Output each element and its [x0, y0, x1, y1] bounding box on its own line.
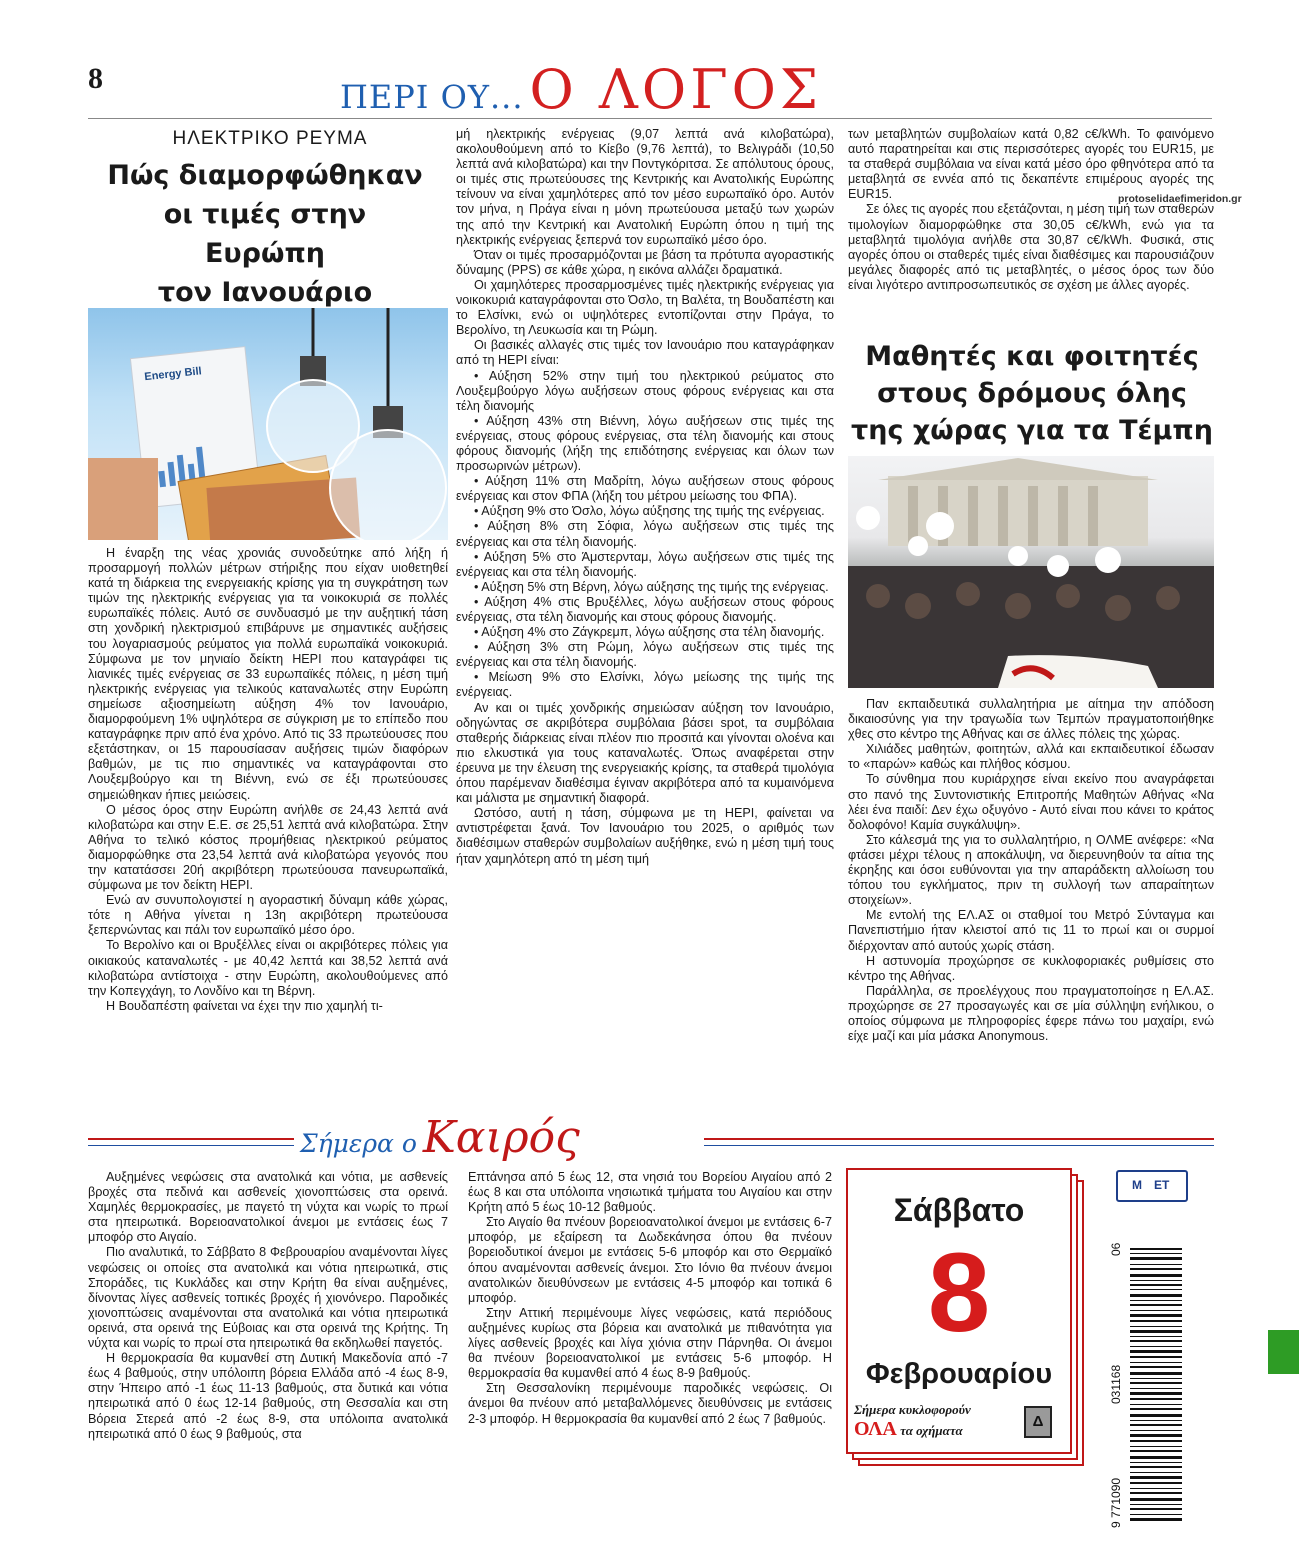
- calendar-day-number: 8: [927, 1230, 991, 1355]
- article2-title: [848, 338, 1216, 449]
- paragraph: Στο Αιγαίο θα πνέουν βορειοανατολικοί άνεμοι με εντάσεις 6-7 μποφόρ, με εξαίρεση τα Δωδεκάνησα όπου θα πνέουν βορειοδυτικοί άνεμοι με εντάσεις 5-6 μποφόρ και στο Θερμαϊκό όπου αναμένονται ασθενείς άνεμοι. Στο Ιόνιο θα πνέουν άνεμοι ανατολικών διευθύνσεων με εντάσεις 4-5 μποφόρ και τοπικά 6 μποφόρ.: [468, 1215, 832, 1305]
- bullet-item: • Αύξηση 8% στη Σόφια, λόγω αυξήσεων στις τιμές της ενέργειας και στα τέλη διανομής.: [456, 519, 834, 549]
- article1-column-3: [848, 127, 1214, 293]
- traffic-note: [854, 1402, 1022, 1441]
- barcode-digits-a: 9 771090: [1109, 1477, 1123, 1528]
- article1-title-line: Πώς διαμορφώθηκαν: [107, 160, 423, 191]
- watermark: protoselidaefimeridon.gr: [1118, 193, 1242, 205]
- bullet-item: • Μείωση 9% στο Ελσίνκι, λόγω μείωσης της τιμής της ενέργειας.: [456, 670, 834, 700]
- met-logo-right: ET: [1154, 1178, 1170, 1192]
- traffic-note-a: Σήμερα κυκλοφορούν: [854, 1402, 971, 1417]
- masthead-part-b: Ο ΛΟΓΟΣ: [529, 58, 823, 121]
- energy-bill-label: Energy Bill: [143, 365, 203, 384]
- weather-title: [300, 1112, 700, 1163]
- bullet-item: • Αύξηση 4% στο Ζάγκρεμπ, λόγω αύξησης στα τέλη διανομής.: [474, 625, 825, 640]
- paragraph: Στην Αττική περιμένουμε λίγες νεφώσεις, κατά περιόδους αυξημένες κυρίως στα βόρεια και ανατολικά με πιθανότητα για λίγες ασθενείς βροχές και λίγα χιόνια στην Πάρνηθα. Οι άνεμοι θα πνέουν βορειοανατολικοί με εντάσεις 5-6 μποφόρ. Η θερμοκρασία θα κυμανθεί από 4 έως 8-9 βαθμούς.: [468, 1305, 832, 1381]
- article2-title-line: Μαθητές και φοιτητές: [865, 341, 1199, 372]
- paragraph: Η Βουδαπέστη φαίνεται να έχει την πιο χαμηλή τι-: [106, 998, 383, 1013]
- article1-column-2: [456, 127, 834, 867]
- header-rule: [88, 118, 1212, 119]
- paragraph: Ωστόσο, αυτή η τάση, σύμφωνα με τη HEPI, φαίνεται να αντιστρέφεται ξανά. Τον Ιανουάριο του 2025, ο αριθμός των διαθέσιμων σταθερών συμβολαίων αυξήθηκε, ενώ η μέση τιμή τους ήταν χαμηλότερη από τη μέση τιμή: [456, 806, 834, 866]
- weather-title-b: Καιρός: [422, 1112, 580, 1163]
- article2-title-line: της χώρας για τα Τέμπη: [851, 415, 1213, 446]
- paragraph: Το Βερολίνο και οι Βρυξέλλες είναι οι ακριβότερες πόλεις για οικιακούς καταναλωτές - με 40,42 λεπτά και 38,52 λεπτά ανά κιλοβατώρα αντίστοιχα - στην Ευρώπη, ακολουθούμενες από την Κοπεγχάγη, το Λονδίνο και τη Βέρνη.: [88, 938, 448, 998]
- paragraph: Παράλληλα, σε προελέγχους που πραγματοποίησε η ΕΛ.ΑΣ. προχώρησε σε 27 προσαγωγές και σε μία σύλληψη ενήλικου, ο οποίος σύμφωνα με πληροφορίες έφερε πάνω του μαχαίρι, ενώ είχε μαζί και μία μάσκα Anonymous.: [848, 983, 1214, 1044]
- paragraph: Ενώ αν συνυπολογιστεί η αγοραστική δύναμη κάθε χώρας, τότε η Αθήνα γίνεται η 13η ακριβότερη πρωτεύουσα ξεπερνώντας και πάλι τον ευρωπαϊκό μέσο όρο.: [88, 893, 448, 938]
- weather-divider-right: [704, 1138, 1214, 1146]
- bullet-item: • Αύξηση 9% στο Όσλο, λόγω αύξησης της τιμής της ενέργειας.: [474, 504, 825, 519]
- paragraph: Όταν οι τιμές προσαρμόζονται με βάση τα πρότυπα αγοραστικής δύναμης (PPS) σε κάθε χώρα, η εικόνα αλλάζει δραματικά.: [456, 247, 834, 277]
- paragraph: Η έναρξη της νέας χρονιάς συνοδεύτηκε από λήξη ή προσαρμογή πολλών μέτρων στήριξης που είχαν υιοθετηθεί κατά τη διάρκεια της ενεργειακής κρίσης για τη συγκράτηση των τιμών της ηλεκτρικής ενέργειας για τα νοικοκυριά σε πολλές ευρωπαϊκές πόλεις. Αυτό σε συνδυασμό με την αυξητική τάση στη χονδρική ηλεκτρισμού επιβάρυνε με σημαντικές αυξήσεις του λογαριασμούς ρεύματος για πολλά ευρωπαϊκά νοικοκυριά. Σύμφωνα με τον μηνιαίο δείκτη HEPI που καταγράφει τις λιανικές τιμές ενέργειας σε 33 ευρωπαϊκές πόλεις, η μέση τιμή ηλεκτρικής ενέργειας για τελικούς καταναλωτές στην Ευρώπη σημείωσε αξιοσημείωτη αύξηση 4% τον Ιανουάριο, διαμορφούμενη 1% υψηλότερα σε σύγκριση με το επίπεδο που καταγράφηκε πριν από ένα χρόνο. Από τις 33 πρωτεύουσες που εξετάστηκαν, οι 15 παρουσίασαν αυξήσεις τιμών διαφόρων βαθμών, με τις πιο σημαντικές να καταγράφονται στο Λουξεμβούργο και τη Βιέννη, ενώ σε έξι πρωτεύουσες σημειώθηκαν ήπιες μειώσεις.: [88, 546, 448, 802]
- paragraph: Το σύνθημα που κυριάρχησε είναι εκείνο που αναγράφεται στο πανό της Συντονιστικής Επιτροπής Μαθητών Αθήνας «Να λέει ένα παιδί: Δεν έχω οξυγόνο - Αυτό είναι που κάνει το κράτος δολοφόνο! Καμία συγκάλυψη».: [848, 772, 1214, 832]
- energy-bill-illustration: [88, 308, 448, 540]
- bullet-item: • Αύξηση 5% στη Βέρνη, λόγω αύξησης της τιμής της ενέργειας.: [474, 579, 829, 594]
- bullet-item: • Αύξηση 3% στη Ρώμη, λόγω αυξήσεων στις τιμές της ενέργειας και στα τέλη διανομής.: [456, 640, 834, 670]
- bullet-item: • Αύξηση 43% στη Βιέννη, λόγω αυξήσεων στις τιμές της ενέργειας, στους φόρους ενέργειας, στα τέλη διανομής και στους φόρους διανομής (λήξη της επιδότησης ενέργειας και όλων των προσωρινών μέτρων).: [456, 413, 834, 474]
- bullet-item: • Αύξηση 4% στις Βρυξέλλες, λόγω αυξήσεων στους φόρους ενέργειας, στα τέλη διανομής και στους φόρους διανομής.: [456, 594, 834, 624]
- protest-photo: [848, 456, 1214, 688]
- barcode-graphic: [1100, 1228, 1192, 1538]
- article2-body: [848, 697, 1214, 1044]
- calendar-day-name: Σάββατο: [893, 1192, 1025, 1228]
- paragraph: Η αστυνομία προχώρησε σε κυκλοφοριακές ρυθμίσεις στο κέντρο της Αθήνας.: [848, 953, 1214, 983]
- article1-kicker: ΗΛΕΚΤΡΙΚΟ ΡΕΥΜΑ: [172, 128, 368, 149]
- met-logo: [1116, 1170, 1188, 1202]
- met-logo-left: M: [1132, 1178, 1142, 1192]
- weather-column-2: [468, 1170, 832, 1427]
- calendar-box: [846, 1168, 1072, 1454]
- barcode-issue: 06: [1109, 1242, 1123, 1256]
- bullet-item: • Αύξηση 52% στην τιμή του ηλεκτρικού ρεύματος στο Λουξεμβούργο λόγω αυξήσεων στους φόρους ενέργειας και στα τέλη διανομής: [456, 368, 834, 413]
- paragraph: Οι χαμηλότερες προσαρμοσμένες τιμές ηλεκτρικής ενέργειας για νοικοκυριά καταγράφονται στο Όσλο, τη Βαλέτα, τη Βουδαπέστη και το Ελσίνκι, ενώ οι υψηλότερες εντοπίζονται στην Πράγα, το Βερολίνο, τη Λευκωσία και τη Ρώμη.: [456, 277, 834, 338]
- weather-title-a: Σήμερα ο: [300, 1129, 417, 1158]
- article1-title-line: οι τιμές στην Ευρώπη: [163, 199, 367, 269]
- calendar-month: Φεβρουαρίου: [865, 1358, 1053, 1390]
- barcode-digits-b: 031168: [1109, 1364, 1123, 1404]
- energy-bill-photo: [88, 308, 448, 540]
- delta-badge: Δ: [1024, 1406, 1052, 1438]
- masthead-part-a: ΠΕΡΙ ΟΥ...: [340, 78, 524, 116]
- paragraph: μή ηλεκτρικής ενέργειας (9,07 λεπτά ανά κιλοβατώρα), ακολουθούμενη από το Κίεβο (9,76 λεπτά), το Βελιγράδι (10,50 λεπτά ανά κιλοβατώρα) και την Ποντγκόριτσα. Σε απόλυτους όρους, οι τιμές στις πρωτεύουσες της Κεντρικής και Ανατολικής Ευρώπης τείνουν να είναι χαμηλότερες από τον μέσο ευρωπαϊκό όρο. Αυτόν τον μήνα, η Πράγα είναι η μόνη πρωτεύουσα μεταξύ των χωρών της από την Κεντρική και Ανατολική Ευρώπη όπου η τιμή της ηλεκτρικής ενέργειας ξεπερνά τον ευρωπαϊκό μέσο όρο.: [456, 127, 834, 247]
- paragraph: Στη Θεσσαλονίκη περιμένουμε παροδικές νεφώσεις. Οι άνεμοι θα πνέουν από μεταβαλλόμενες διευθύνσεις με εντάσεις 2-3 μποφόρ. Η θερμοκρασία θα κυμανθεί από 2 έως 7 βαθμούς.: [468, 1381, 832, 1426]
- masthead: [340, 58, 980, 121]
- paragraph: Σε όλες τις αγορές που εξετάζονται, η μέση τιμή των σταθερών τιμολογίων διαμορφώθηκε στα 30,05 c€/kWh, ενώ για τα μεταβλητά τιμολόγια ανήλθε στα 30,87 c€/kWh. Φυσικά, στις αγορές όπου οι σταθερές τιμές είναι διαθέσιμες και παρουσιάζουν μεγάλες διαφορές από τις μεταβλητές, ο μέσος όρος των δύο είναι λιγότερο αντιπροσωπευτικός σε σχέση με άλλες αγορές.: [848, 202, 1214, 292]
- traffic-note-b: ΟΛΑ: [854, 1418, 897, 1440]
- paragraph: Ο μέσος όρος στην Ευρώπη ανήλθε σε 24,43 λεπτά ανά κιλοβατώρα και στην Ε.Ε. σε 25,51 λεπτά ανά κιλοβατώρα. Στην Αθήνα το τελικό κόστος προμήθειας ηλεκτρικού ρεύματος διαμορφώθηκε στα 23,54 λεπτά ανά κιλοβατώρα γεγονός που την κατατάσσει 20ή ακριβότερη πρωτεύουσα πανευρωπαϊκά, σύμφωνα με τον δείκτη HEPI.: [88, 802, 448, 893]
- traffic-note-c: τα οχήματα: [900, 1423, 963, 1438]
- paragraph: Με εντολή της ΕΛ.ΑΣ οι σταθμοί του Μετρό Σύνταγμα και Πανεπιστήμιο ήταν κλειστοί από τις 11 το πρωί και οι συρμοί διέρχονταν από αυτούς χωρίς στάση.: [848, 908, 1214, 953]
- weather-divider-left: [88, 1138, 294, 1146]
- page-edge-tab: [1268, 1330, 1299, 1374]
- protest-illustration: [848, 456, 1214, 688]
- weather-column-1: [88, 1170, 448, 1442]
- paragraph: Στο κάλεσμά της για το συλλαλητήριο, η ΟΛΜΕ ανέφερε: «Να φτάσει μέχρι τέλους η αποκάλυψη, να διερευνηθούν τα αίτια της έκρηξης και όσοι ευθύνονται για την απαράδεκτη αλλοίωση του τόπου του εγκλήματος, πριν τη συλλογή των απαραίτητων στοιχείων».: [848, 832, 1214, 908]
- paragraph: Επτάνησα από 5 έως 12, στα νησιά του Βορείου Αιγαίου από 2 έως 8 και στα υπόλοιπα νησιωτικά τμήματα του Αιγαίου και στην Κρήτη από 5 έως 10-12 βαθμούς.: [468, 1170, 832, 1215]
- article2-title-line: στους δρόμους όλης: [877, 378, 1187, 409]
- article1-title-line: τον Ιανουάριο: [157, 277, 373, 308]
- bullet-item: • Αύξηση 11% στη Μαδρίτη, λόγω αυξήσεων στους φόρους ενέργειας και στον ΦΠΑ (λήξη του μέτρου μείωσης του ΦΠΑ).: [456, 474, 834, 504]
- page-number: 8: [88, 62, 103, 95]
- paragraph: Πιο αναλυτικά, το Σάββατο 8 Φεβρουαρίου αναμένονται λίγες νεφώσεις οι οποίες στα ανατολικά και νότια ηπειρωτικά, στις Σποράδες, τις Κυκλάδες και στην Κρήτη θα είναι αυξημένες, δίνοντας λίγες ασθενείς τοπικές βροχές ή χιονόνερο. Παροδικές χιονοπτώσεις αναμένονται στα ανατολικά και νότια ηπειρωτικά ορεινά, στα ορεινά της Εύβοιας και στα ορεινά της Κρήτης. Τη νύχτα και νωρίς το πρωί στα ηπειρωτικά θα εκδηλωθεί παγετός.: [88, 1245, 448, 1351]
- paragraph: Αν και οι τιμές χονδρικής σημειώσαν αύξηση τον Ιανουάριο, οδηγώντας σε ακριβότερα συμβόλαια βάσει spot, τα συμβόλαια σταθερής διάρκειας είναι πλέον πιο προσιτά και γίνονται ολοένα και πιο ελκυστικά για τους καταναλωτές. Όπως αναφέρεται στην έρευνα με την έλευση της ενεργειακής κρίσης, τα σταθερά τιμολόγια όπου παρέμεναν διαθέσιμα έγιναν ακριβότερα από τα κυμαινόμενα και μάλιστα με σημαντική διαφορά.: [456, 700, 834, 806]
- paragraph: των μεταβλητών συμβολαίων κατά 0,82 c€/kWh. Το φαινόμενο αυτό παρατηρείται και στις περισσότερες αγορές του EUR15, με τα σταθερά συμβόλαια να είναι κατά μέσο όρο φθηνότερα από τα μεταβλητά σε εννέα από τις δεκαπέντε επιμέρους αγορές της EUR15.: [848, 127, 1214, 202]
- paragraph: Η θερμοκρασία θα κυμανθεί στη Δυτική Μακεδονία από -7 έως 4 βαθμούς, στην υπόλοιπη βόρεια Ελλάδα από -4 έως 8-9, στην Ήπειρο από -1 έως 11-13 βαθμούς, στα δυτικά και νότια ηπειρωτικά από 0 έως 12-14 βαθμούς, στη Θεσσαλία και στη Βόρεια Στερεά από -2 έως 8-9, στα υπόλοιπα ανατολικά ηπειρωτικά από 0 έως 9 βαθμούς, στα: [88, 1351, 448, 1441]
- paragraph: Χιλιάδες μαθητών, φοιτητών, αλλά και εκπαιδευτικοί έδωσαν το «παρών» καθώς και πλήθος κόσμου.: [848, 742, 1214, 772]
- barcode: [1100, 1228, 1192, 1538]
- paragraph: Οι βασικές αλλαγές στις τιμές τον Ιανουάριο που καταγράφηκαν από τη HEPI είναι:: [456, 338, 834, 368]
- paragraph: Παν εκπαιδευτικά συλλαλητήρια με αίτημα την απόδοση δικαιοσύνης για την τραγωδία των Τεμπών πραγματοποιήθηκε χθες στο κέντρο της Αθήνας και σε άλλες πόλεις της χώρας.: [848, 697, 1214, 742]
- bullet-item: • Αύξηση 5% στο Άμστερνταμ, λόγω αυξήσεων στις τιμές της ενέργειας και στα τέλη διανομής.: [456, 549, 834, 579]
- article1-column-1: [88, 546, 448, 1014]
- paragraph: Αυξημένες νεφώσεις στα ανατολικά και νότια, με ασθενείς βροχές στα πεδινά και ασθενείς χιονοπτώσεις στα ορεινά. Χαμηλές θερμοκρασίες, με παγετό τη νύχτα και νωρίς το πρωί στα ηπειρωτικά. Βορειοανατολικοί άνεμοι με εντάσεις έως 7 μποφόρ στο Αιγαίο.: [88, 1170, 448, 1245]
